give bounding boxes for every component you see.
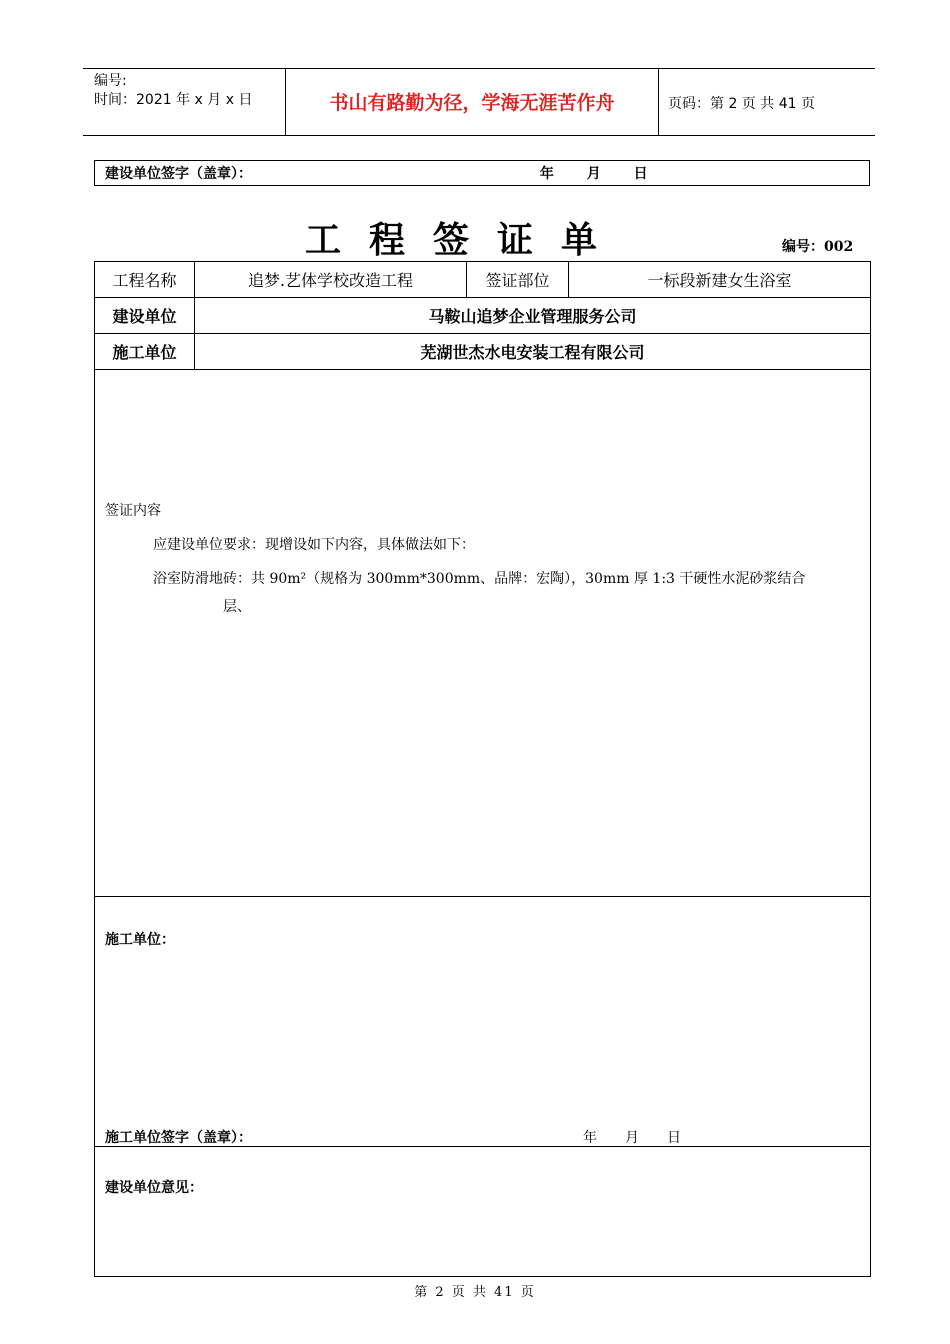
document-title: 工程签证单 — [305, 219, 626, 261]
owner-unit-value: 马鞍山追梦企业管理服务公司 — [195, 298, 871, 334]
header-page-number: 页码：第 2 页 共 41 页 — [668, 96, 815, 112]
contractor-signature-day: 日 — [667, 1130, 681, 1146]
header-bottom-rule — [83, 135, 875, 136]
header-number-label: 编号: — [94, 73, 127, 89]
visa-content-block — [95, 370, 871, 897]
contractor-section — [95, 897, 871, 1147]
top-signature-year: 年 — [539, 166, 554, 182]
owner-opinion-section — [95, 1147, 871, 1277]
contractor-signature-month: 月 — [625, 1130, 639, 1146]
contractor-unit-label: 施工单位 — [95, 334, 195, 370]
top-signature-row — [95, 161, 870, 186]
header-motto: 书山有路勤为径，学海无涯苦作舟 — [329, 92, 615, 114]
project-name-value: 追梦.艺体学校改造工程 — [195, 262, 467, 298]
project-name-label: 工程名称 — [95, 262, 195, 298]
contractor-signature-year: 年 — [583, 1130, 597, 1146]
document-number: 编号：002 — [782, 239, 854, 255]
visa-content-line-3: 层、 — [223, 599, 251, 615]
top-signature-label: 建设单位签字（盖章）： — [105, 166, 252, 182]
contractor-section-label: 施工单位： — [105, 932, 175, 948]
header-top-rule — [83, 68, 875, 69]
header-divider-right — [658, 68, 659, 135]
visa-location-value: 一标段新建女生浴室 — [569, 262, 871, 298]
visa-form-table — [94, 261, 871, 1277]
top-signature-day: 日 — [633, 166, 648, 182]
owner-opinion-label: 建设单位意见： — [105, 1180, 203, 1196]
visa-content-label: 签证内容 — [105, 503, 161, 519]
contractor-signature-label: 施工单位签字（盖章）： — [105, 1130, 252, 1146]
contractor-unit-value: 芜湖世杰水电安装工程有限公司 — [195, 334, 871, 370]
page-footer: 第 2 页 共 41 页 — [414, 1285, 536, 1300]
header-time: 时间：2021 年 x 月 x 日 — [94, 92, 253, 108]
owner-unit-label: 建设单位 — [95, 298, 195, 334]
visa-location-label: 签证部位 — [467, 262, 569, 298]
visa-content-line-1: 应建设单位要求：现增设如下内容，具体做法如下： — [153, 537, 475, 553]
visa-content-line-2: 浴室防滑地砖：共 90m²（规格为 300mm*300mm、品牌：宏陶），30mm 厚 1:3 干硬性水泥砂浆结合 — [153, 571, 806, 587]
top-signature-month: 月 — [586, 166, 601, 182]
top-signature-table — [94, 160, 870, 186]
